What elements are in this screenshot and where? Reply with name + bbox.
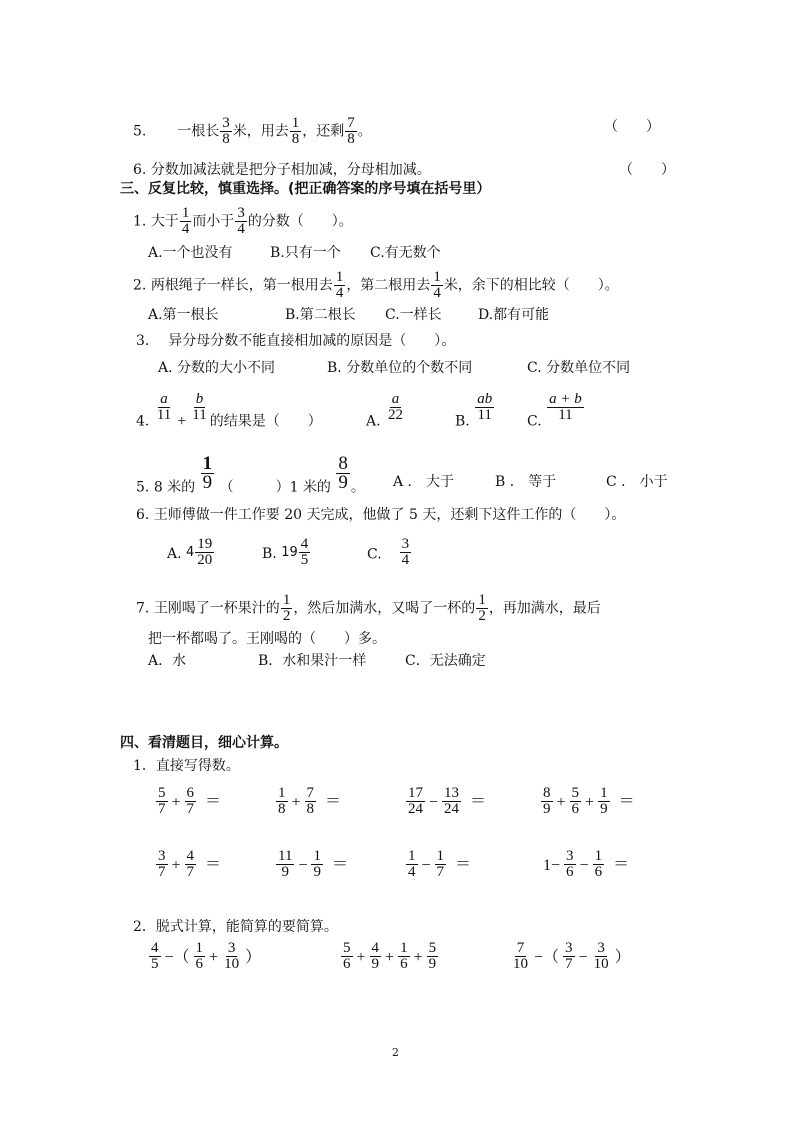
fraction: $\frac{1}{4}$ <box>335 269 344 301</box>
expression <box>155 849 224 880</box>
fraction: $\frac{1}{7}$ <box>436 848 445 880</box>
choice-question-2 <box>133 270 619 301</box>
equals-sign: ＝ <box>455 855 472 873</box>
equals-sign: ＝ <box>613 855 630 873</box>
text: ，还剩 <box>302 123 345 140</box>
text-line: 把一杯都喝了。王刚喝的（ ）多。 <box>148 631 386 647</box>
judge-item-6 <box>133 161 431 179</box>
page-number: 2 <box>392 1046 399 1059</box>
item-number: 5. <box>136 479 150 496</box>
sub-question-label: 1．直接写得数。 <box>133 758 240 774</box>
expression <box>275 849 351 880</box>
operator: + <box>356 948 366 966</box>
operator: + <box>556 793 566 811</box>
choice-question-6 <box>136 506 625 524</box>
fraction: $\frac{3}{8}$ <box>222 115 230 147</box>
fraction: $\frac{1}{9}$ <box>202 453 213 493</box>
fraction: $\frac{4}{5}$ <box>151 940 159 972</box>
text: 异分母分数不能直接相加减的原因是（ ）。 <box>168 333 456 349</box>
fraction: $\frac{5}{6}$ <box>571 785 580 817</box>
equals-sign: ＝ <box>325 792 342 810</box>
expression <box>405 786 489 817</box>
fraction: $\frac{1}{9}$ <box>313 848 321 880</box>
option-a[interactable]: A. 分数的大小不同 <box>158 360 276 376</box>
fraction: $\frac{1}{6}$ <box>400 940 408 972</box>
plus-operator: + <box>177 412 187 430</box>
expression <box>510 941 634 972</box>
option-b[interactable]: B.只有一个 <box>270 245 341 261</box>
fraction: $\frac{4}{7}$ <box>186 848 195 880</box>
fraction: $\frac{1}{6}$ <box>195 940 204 972</box>
judge-item-5 <box>133 116 372 147</box>
section-title: 四、看清题目，细心计算。 <box>120 735 288 751</box>
fraction: $\frac{1}{2}$ <box>478 592 486 624</box>
text: 一根长 <box>177 123 220 140</box>
expression <box>405 849 474 880</box>
option-d[interactable]: D.都有可能 <box>478 307 550 323</box>
fraction: $\frac{8}{9}$ <box>338 453 348 493</box>
operator: −（ <box>164 948 190 966</box>
option-b[interactable]: B ． 等于 <box>495 474 557 490</box>
operator: − <box>579 856 589 874</box>
text: 的分数（ ）。 <box>247 213 353 230</box>
option-b[interactable]: B. $\frac{ab}{11}$ <box>455 391 493 430</box>
operator: + <box>413 948 423 966</box>
text: 两根绳子一样长，第一根用去 <box>150 277 333 294</box>
text: ，然后加满水，又喝了一杯的 <box>293 600 476 617</box>
option-b[interactable]: B．水和果汁一样 <box>258 653 367 669</box>
fraction: $\frac{3}{6}$ <box>566 848 574 880</box>
text: 大于 <box>150 213 179 230</box>
text: 的结果是（ ） <box>209 413 322 430</box>
fraction: $\frac{6}{7}$ <box>186 785 195 817</box>
operator: −（ <box>534 948 560 966</box>
section-title: 三、反复比较，慎重选择。(把正确答案的序号填在括号里） <box>120 181 491 197</box>
option-b[interactable]: B.第二根长 <box>285 307 356 323</box>
operator: ） <box>614 948 631 966</box>
fraction: $\frac{7}{8}$ <box>306 785 315 817</box>
option-a[interactable]: A. 4 $\frac{19}{20}$ <box>167 536 213 568</box>
fraction: $\frac{13}{24}$ <box>444 785 460 817</box>
item-number: 6. <box>133 162 147 178</box>
text: 王刚喝了一杯果汁的 <box>153 600 280 617</box>
fraction: $\frac{1}{4}$ <box>181 205 190 237</box>
operator: − <box>578 948 588 966</box>
item-number: 7. <box>136 600 150 617</box>
option-c[interactable]: C. 分数单位不同 <box>527 360 631 376</box>
sub-question-label: 2．脱式计算，能简算的要简算。 <box>133 919 338 935</box>
expression <box>540 786 638 817</box>
fraction: $\frac{1}{8}$ <box>291 115 300 147</box>
text: （ ）1 米的 <box>219 479 331 496</box>
option-a[interactable]: A．水 <box>148 653 187 669</box>
item-number: 3. <box>136 333 150 349</box>
expression <box>540 849 632 880</box>
item-number: 1. <box>133 213 147 230</box>
text: ，第二根用去 <box>346 277 431 294</box>
operator: − <box>421 856 431 874</box>
item-number: 6. <box>136 507 150 523</box>
text: ，再加满水，最后 <box>488 600 601 617</box>
operator: + <box>171 856 181 874</box>
fraction: $\frac{4}{9}$ <box>371 940 380 972</box>
item-number: 5. <box>133 123 147 140</box>
fraction: $\frac{5}{9}$ <box>428 940 437 972</box>
equals-sign: ＝ <box>331 855 348 873</box>
operator: − <box>429 793 439 811</box>
option-c[interactable]: C. $\frac{3}{4}$ <box>367 536 410 568</box>
text: 。 <box>350 479 365 496</box>
fraction: $\frac{8}{9}$ <box>543 785 551 817</box>
fraction: $\frac{b}{11}$ <box>192 391 207 423</box>
text: 而小于 <box>192 213 235 230</box>
expression <box>275 786 344 817</box>
option-b[interactable]: B. 19 $\frac{4}{5}$ <box>262 536 309 568</box>
choice-question-4 <box>136 392 322 430</box>
expression <box>148 941 264 972</box>
option-c[interactable]: C ． 小于 <box>606 474 668 490</box>
fraction: $\frac{3}{7}$ <box>565 940 573 972</box>
choice-question-1 <box>133 206 353 237</box>
operator: 1− <box>543 856 561 874</box>
equals-sign: ＝ <box>470 792 487 810</box>
fraction: $\frac{3}{10}$ <box>593 940 609 972</box>
fraction: $\frac{5}{6}$ <box>343 940 351 972</box>
option-c[interactable]: C.有无数个 <box>370 245 441 261</box>
operator: + <box>171 793 181 811</box>
operator: + <box>209 948 219 966</box>
equals-sign: ＝ <box>618 792 635 810</box>
operator: ） <box>245 948 262 966</box>
text: 8 米的 <box>153 479 196 496</box>
fraction: $\frac{1}{6}$ <box>594 848 603 880</box>
operator: + <box>291 793 301 811</box>
item-number: 4. <box>136 413 150 430</box>
fraction: $\frac{7}{10}$ <box>513 940 528 972</box>
option-a[interactable]: A.一个也没有 <box>148 245 233 261</box>
fraction: $\frac{1}{4}$ <box>433 269 441 301</box>
fraction: $\frac{17}{24}$ <box>408 785 423 817</box>
operator: + <box>385 948 395 966</box>
fraction: $\frac{3}{7}$ <box>158 848 166 880</box>
option-c[interactable]: C．无法确定 <box>405 653 486 669</box>
fraction: $\frac{a}{11}$ <box>156 391 172 423</box>
fraction: $\frac{1}{2}$ <box>282 592 291 624</box>
answer-paren[interactable]: （ ） <box>619 162 675 178</box>
text: 王师傅做一件工作要 20 天完成，他做了 5 天，还剩下这件工作的（ ）。 <box>153 507 626 523</box>
text: 米，用去 <box>232 123 289 140</box>
equals-sign: ＝ <box>205 855 222 873</box>
option-c[interactable]: C. $\frac{a + b}{11}$ <box>527 391 582 430</box>
option-b[interactable]: B. 分数单位的个数不同 <box>327 360 473 376</box>
fraction: $\frac{1}{8}$ <box>278 785 286 817</box>
option-a[interactable]: A.第一根长 <box>148 307 219 323</box>
fraction: $\frac{3}{10}$ <box>224 940 240 972</box>
expression <box>340 941 439 972</box>
expression <box>155 786 224 817</box>
item-number: 2. <box>133 277 147 294</box>
fraction: $\frac{7}{8}$ <box>347 115 355 147</box>
option-a[interactable]: A ． 大于 <box>393 474 455 490</box>
text: 米，余下的相比较（ ）。 <box>443 277 619 294</box>
choice-question-7 <box>136 593 601 624</box>
option-a[interactable]: A. $\frac{a}{22}$ <box>366 391 404 430</box>
answer-paren[interactable]: （ ） <box>604 119 660 135</box>
equals-sign: ＝ <box>205 792 222 810</box>
operator: − <box>298 856 308 874</box>
fraction: $\frac{5}{7}$ <box>158 785 166 817</box>
text: 。 <box>357 123 372 140</box>
choice-question-5 <box>136 455 365 497</box>
fraction: $\frac{3}{4}$ <box>237 205 245 237</box>
option-c[interactable]: C.一样长 <box>385 307 442 323</box>
choice-question-3 <box>136 332 455 350</box>
fraction: $\frac{1}{4}$ <box>408 848 416 880</box>
operator: + <box>585 793 595 811</box>
fraction: $\frac{1}{9}$ <box>600 785 608 817</box>
text: 分数加减法就是把分子相加减，分母相加减。 <box>150 162 431 178</box>
fraction: $\frac{11}{9}$ <box>278 848 293 880</box>
